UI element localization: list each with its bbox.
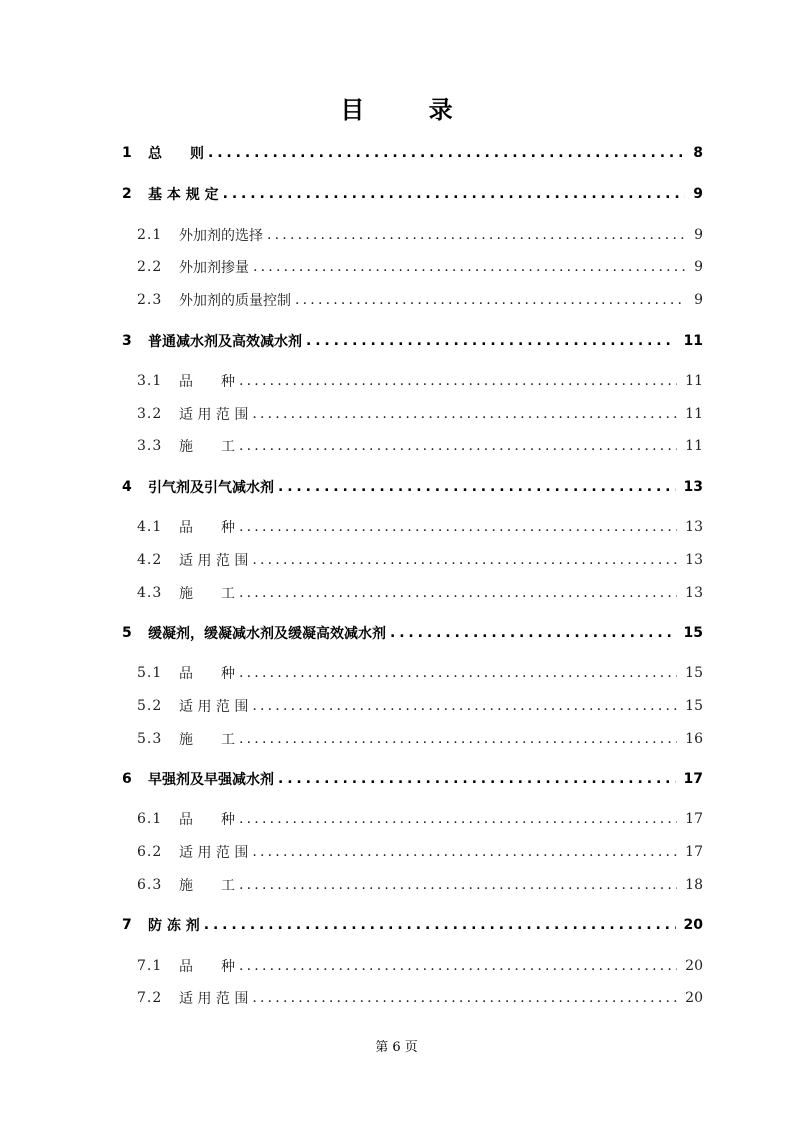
toc-chapter-entry[interactable]: [0, 914, 793, 936]
toc-entry-title: 引气剂及引气减水剂: [148, 480, 274, 496]
toc-entry-title: 总 则: [148, 146, 204, 162]
toc-entry-number: 4.1: [137, 519, 163, 535]
toc-entry-page-number: 20: [685, 958, 703, 974]
toc-entry-title: 适 用 范 围: [179, 991, 249, 1007]
toc-chapter-entry[interactable]: [0, 622, 793, 644]
toc-entry-number: 2.3: [137, 292, 163, 308]
toc-entry-title: 品 种: [179, 666, 235, 682]
toc-dot-leader: [239, 370, 677, 392]
toc-section-entry[interactable]: [0, 582, 793, 604]
toc-chapter-entry[interactable]: [0, 476, 793, 498]
toc-entry-title: 防 冻 剂: [148, 918, 200, 934]
toc-entry-page-number: 13: [683, 479, 703, 495]
toc-entry-title: 适 用 范 围: [179, 845, 249, 861]
toc-dot-leader: [278, 768, 676, 790]
toc-chapter-entry[interactable]: [0, 330, 793, 352]
toc-section-entry[interactable]: [0, 662, 793, 684]
toc-entry-page-number: 11: [685, 406, 703, 422]
toc-entry-page-number: 15: [685, 698, 703, 714]
toc-section-entry[interactable]: [0, 874, 793, 896]
toc-entry-page-number: 17: [683, 771, 703, 787]
toc-entry-number: 6.2: [137, 844, 163, 860]
toc-entry-number: 5.1: [137, 665, 163, 681]
toc-section-entry[interactable]: [0, 728, 793, 750]
toc-entry-page-number: 9: [693, 186, 703, 202]
toc-entry-title: 适 用 范 围: [179, 699, 249, 715]
toc-entry-title: 品 种: [179, 812, 235, 828]
toc-entry-page-number: 20: [685, 990, 703, 1006]
toc-section-entry[interactable]: [0, 435, 793, 457]
toc-entry-title: 施 工: [179, 439, 235, 455]
toc-entry-page-number: 9: [694, 292, 703, 308]
toc-entry-page-number: 17: [685, 844, 703, 860]
toc-section-entry[interactable]: [0, 289, 793, 311]
toc-entry-page-number: 13: [685, 519, 703, 535]
toc-entry-title: 外加剂的质量控制: [179, 293, 291, 309]
toc-entry-number: 2.1: [137, 227, 163, 243]
toc-chapter-entry[interactable]: [0, 142, 793, 164]
toc-entry-number: 3.2: [137, 406, 163, 422]
toc-dot-leader: [390, 622, 676, 644]
toc-section-entry[interactable]: [0, 224, 793, 246]
toc-entry-number: 7.1: [137, 958, 163, 974]
toc-dot-leader: [239, 874, 677, 896]
toc-dot-leader: [252, 549, 677, 571]
toc-dot-leader: [239, 435, 677, 457]
toc-entry-number: 6: [122, 771, 132, 787]
toc-section-entry[interactable]: [0, 516, 793, 538]
toc-entry-title: 品 种: [179, 374, 235, 390]
toc-entry-page-number: 16: [685, 731, 703, 747]
toc-entry-number: 7.2: [137, 990, 163, 1006]
toc-entry-page-number: 18: [685, 877, 703, 893]
toc-dot-leader: [306, 330, 676, 352]
toc-dot-leader: [239, 808, 677, 830]
toc-section-entry[interactable]: [0, 549, 793, 571]
toc-dot-leader: [295, 289, 686, 311]
page-title: 目 录: [340, 96, 481, 124]
toc-entry-page-number: 9: [694, 259, 703, 275]
toc-entry-number: 2: [122, 186, 132, 202]
toc-section-entry[interactable]: [0, 987, 793, 1009]
toc-dot-leader: [253, 256, 686, 278]
toc-dot-leader: [239, 582, 677, 604]
toc-dot-leader: [239, 516, 677, 538]
toc-entry-title: 适 用 范 围: [179, 407, 249, 423]
toc-dot-leader: [252, 695, 677, 717]
toc-entry-number: 2.2: [137, 259, 163, 275]
toc-entry-title: 基 本 规 定: [148, 187, 219, 203]
toc-section-entry[interactable]: [0, 955, 793, 977]
toc-dot-leader: [278, 476, 676, 498]
toc-entry-page-number: 8: [693, 145, 703, 161]
toc-section-entry[interactable]: [0, 403, 793, 425]
toc-dot-leader: [252, 403, 677, 425]
toc-dot-leader: [239, 728, 677, 750]
toc-dot-leader: [252, 987, 677, 1009]
toc-section-entry[interactable]: [0, 256, 793, 278]
toc-entry-title: 适 用 范 围: [179, 553, 249, 569]
toc-entry-title: 早强剂及早强减水剂: [148, 772, 274, 788]
toc-entry-number: 3: [122, 333, 132, 349]
toc-entry-number: 1: [122, 145, 132, 161]
toc-dot-leader: [239, 662, 677, 684]
toc-section-entry[interactable]: [0, 808, 793, 830]
toc-entry-number: 5.3: [137, 731, 163, 747]
toc-entry-page-number: 11: [685, 438, 703, 454]
toc-dot-leader: [204, 914, 676, 936]
toc-entry-number: 6.1: [137, 811, 163, 827]
toc-chapter-entry[interactable]: [0, 183, 793, 205]
toc-section-entry[interactable]: [0, 841, 793, 863]
toc-chapter-entry[interactable]: [0, 768, 793, 790]
toc-section-entry[interactable]: [0, 695, 793, 717]
toc-entry-number: 4: [122, 479, 132, 495]
toc-entry-page-number: 20: [683, 917, 703, 933]
page-footer: 第 6 页: [375, 1040, 418, 1055]
toc-entry-title: 品 种: [179, 520, 235, 536]
toc-entry-number: 6.3: [137, 877, 163, 893]
toc-entry-page-number: 13: [685, 552, 703, 568]
toc-entry-number: 4.3: [137, 585, 163, 601]
toc-entry-title: 施 工: [179, 878, 235, 894]
toc-entry-page-number: 15: [683, 625, 703, 641]
toc-entry-title: 品 种: [179, 959, 235, 975]
toc-dot-leader: [223, 183, 686, 205]
toc-entry-number: 3.1: [137, 373, 163, 389]
toc-entry-number: 3.3: [137, 438, 163, 454]
toc-entry-title: 施 工: [179, 586, 235, 602]
toc-dot-leader: [267, 224, 686, 246]
toc-dot-leader: [252, 841, 677, 863]
toc-entry-page-number: 17: [685, 811, 703, 827]
toc-section-entry[interactable]: [0, 370, 793, 392]
toc-entry-title: 缓凝剂，缓凝减水剂及缓凝高效减水剂: [148, 626, 386, 642]
toc-entry-number: 7: [122, 917, 132, 933]
toc-entry-title: 外加剂掺量: [179, 260, 249, 276]
toc-entry-page-number: 9: [694, 227, 703, 243]
toc-dot-leader: [239, 955, 677, 977]
toc-entry-page-number: 11: [683, 333, 703, 349]
toc-entry-number: 4.2: [137, 552, 163, 568]
toc-dot-leader: [208, 142, 685, 164]
toc-entry-title: 外加剂的选择: [179, 228, 263, 244]
toc-entry-number: 5: [122, 625, 132, 641]
toc-entry-page-number: 11: [685, 373, 703, 389]
toc-entry-page-number: 13: [685, 585, 703, 601]
toc-entry-title: 普通减水剂及高效减水剂: [148, 334, 302, 350]
toc-entry-title: 施 工: [179, 732, 235, 748]
toc-entry-page-number: 15: [685, 665, 703, 681]
toc-entry-number: 5.2: [137, 698, 163, 714]
